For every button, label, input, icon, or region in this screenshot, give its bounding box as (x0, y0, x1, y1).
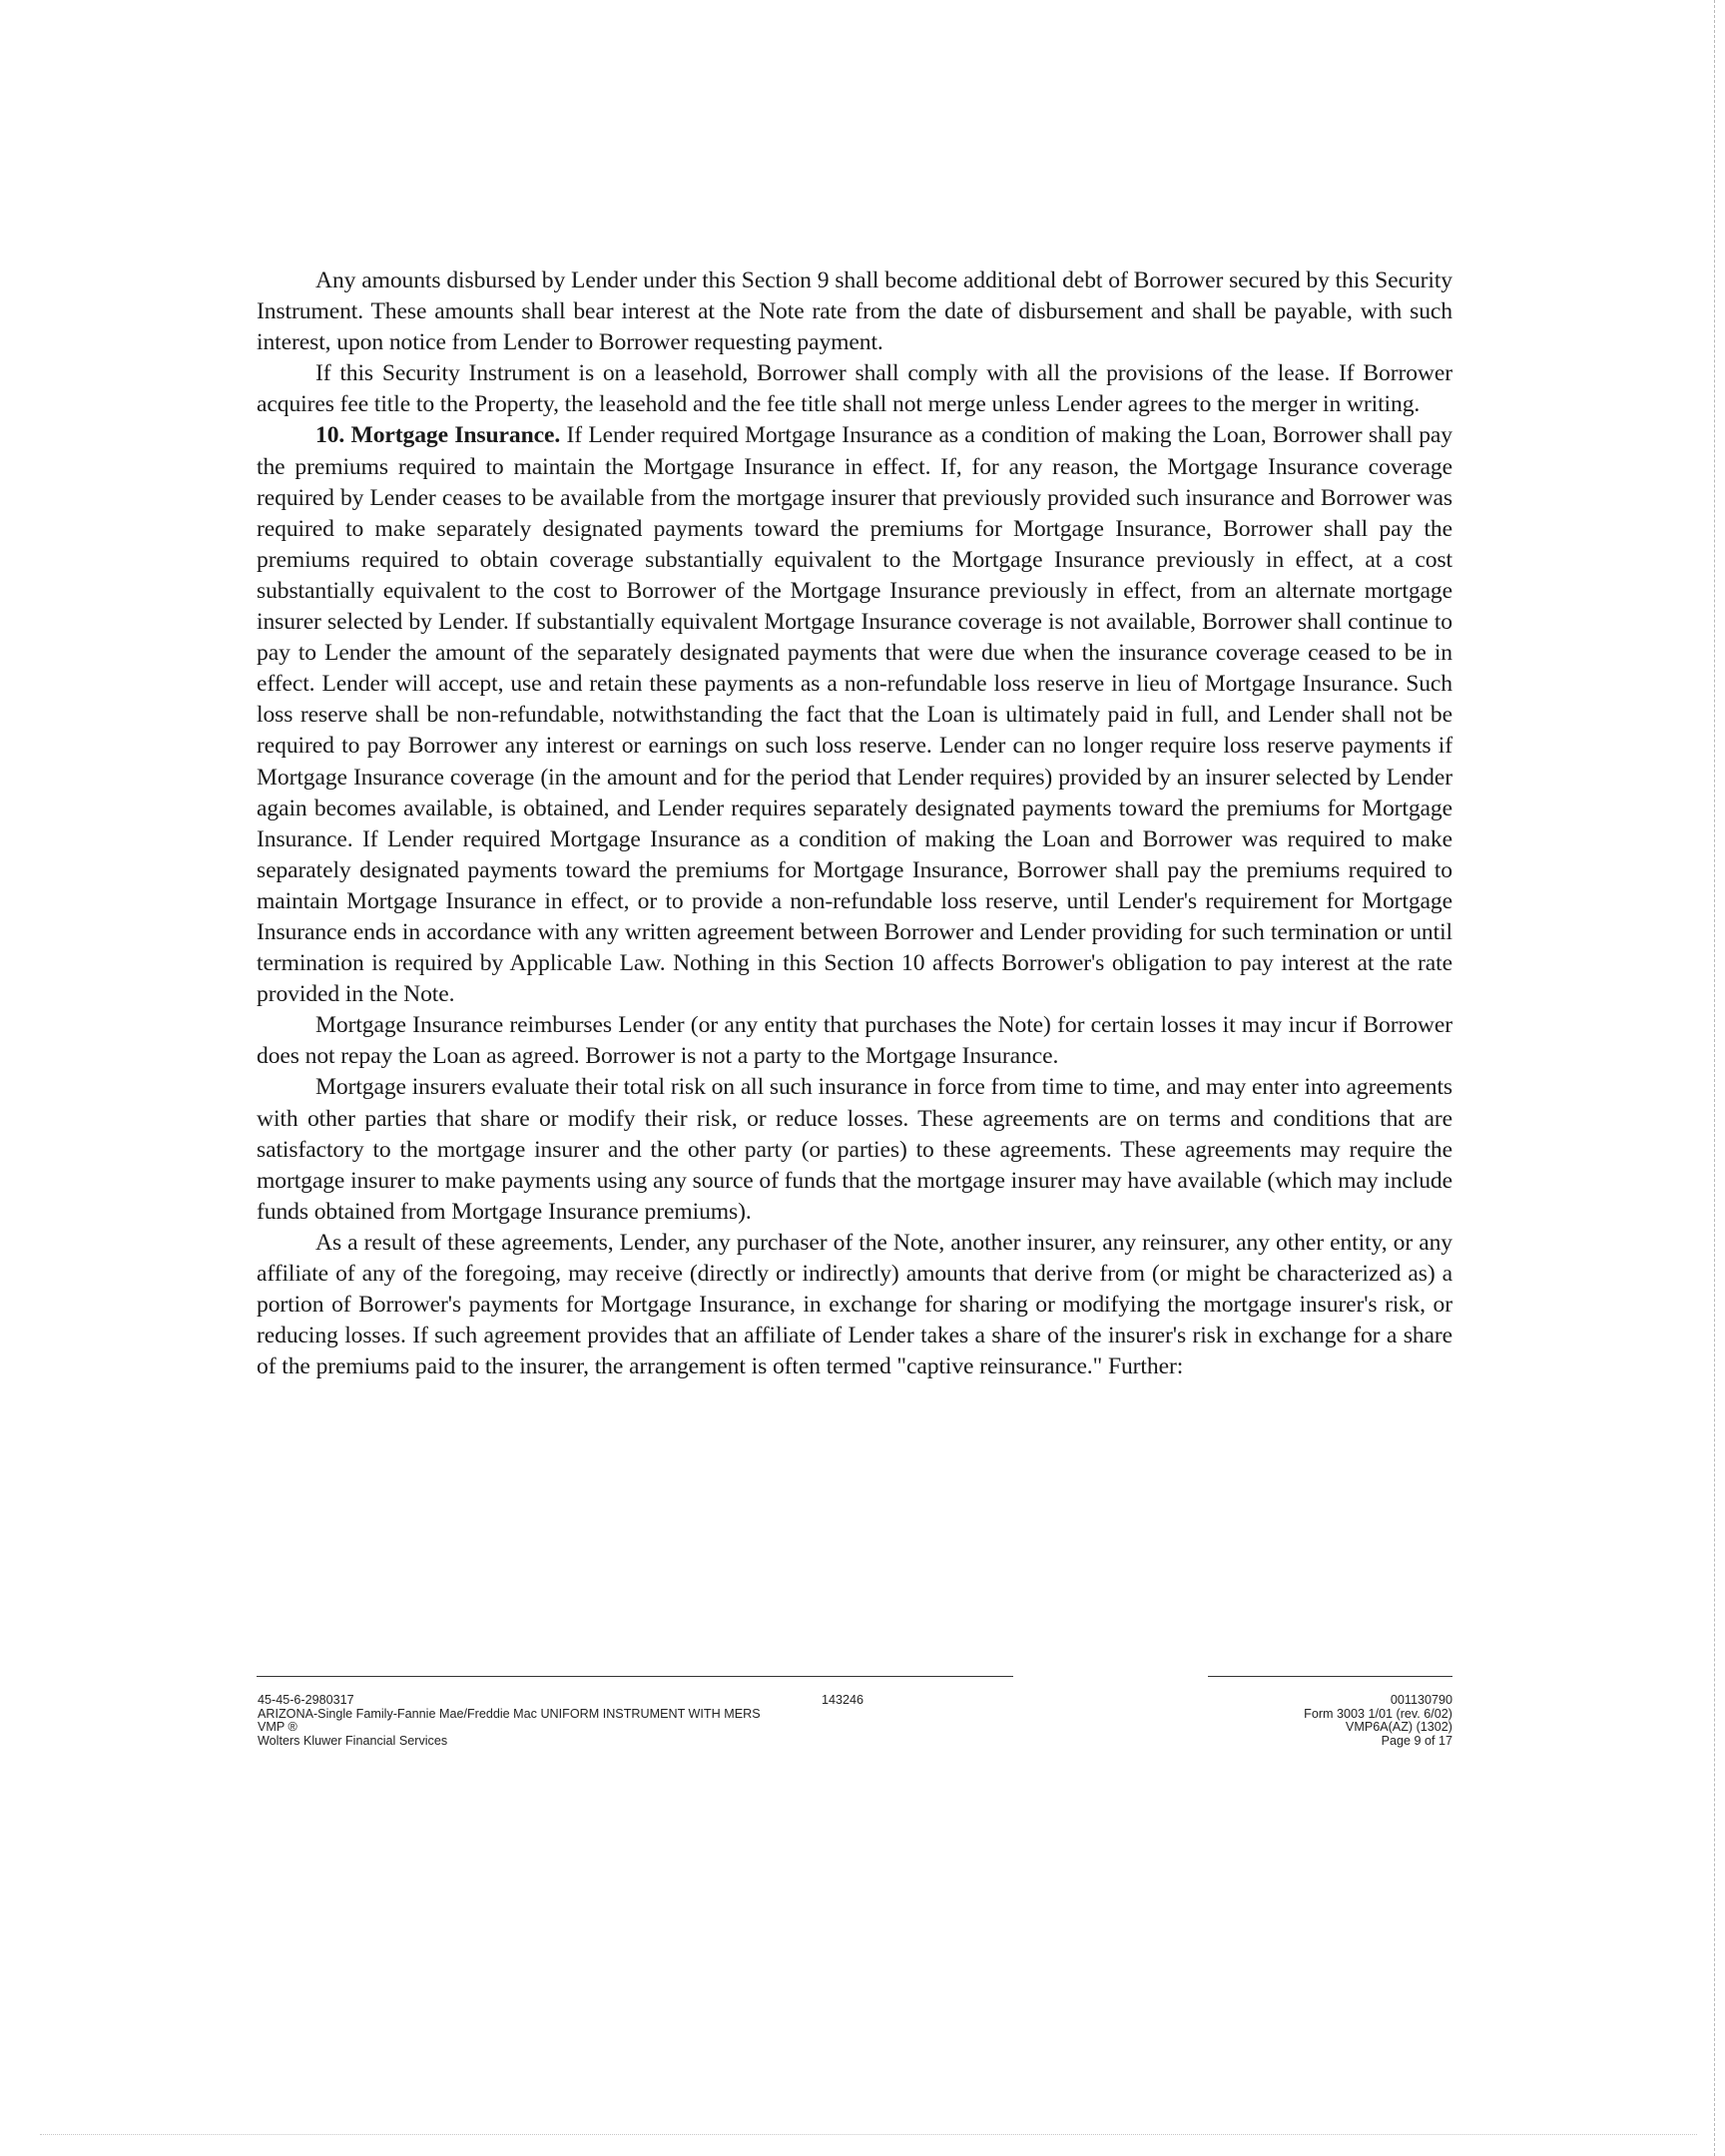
paragraph-text: Mortgage insurers evaluate their total risk on all such insurance in force from time to time, and may enter into agreements with other parties that share or modify their risk, or reduce losses. These agreements are on terms and conditions that are satisfactory to the mortgage insurer and the other party (or parties) to these agreements. These agreements may require the mortgage insurer to make payments using any source of funds that the mortgage insurer may have available (which may include funds obtained from Mortgage Insurance premiums). (257, 1074, 1452, 1225)
footer-ref-row (258, 1694, 956, 1708)
vmp-mark: VMP ® (258, 1720, 297, 1735)
footer-rule-left (257, 1676, 1013, 1677)
paragraph-leasehold (257, 358, 1452, 420)
paragraph-text: If this Security Instrument is on a leasehold, Borrower shall comply with all the provisions of the lease. If Borrower acquires fee title to the Property, the leasehold and the fee title shall not merge unless Lender agrees to the merger in writing. (257, 360, 1452, 418)
paragraph-section-10-mortgage-insurance (257, 420, 1452, 1010)
vmp-code: VMP6A(AZ) (1302) (1345, 1720, 1452, 1735)
footer-right (1193, 1694, 1452, 1748)
form-title: ARIZONA-Single Family-Fannie Mae/Freddie Mac UNIFORM INSTRUMENT WITH MERS (258, 1706, 761, 1721)
paragraph-text: As a result of these agreements, Lender, any purchaser of the Note, another insurer, any reinsurer, any other entity, or any affiliate of any of the foregoing, may receive (directly or indirectly) amounts that derive from (or might be characterized as) a portion of Borrower's payments for Mortgage Insurance, in exchange for sharing or modifying the mortgage insurer's risk, or reducing losses. If such agreement provides that an affiliate of Lender takes a share of the insurer's risk in exchange for a share of the premiums paid to the insurer, the arrangement is often termed "captive reinsurance." Further: (257, 1229, 1452, 1380)
section-heading: 10. Mortgage Insurance. (315, 422, 561, 449)
publisher: Wolters Kluwer Financial Services (258, 1733, 448, 1748)
paragraph-mi-insurers-risk (257, 1072, 1452, 1227)
footer-left (258, 1694, 956, 1748)
paragraph-mi-reimburses (257, 1010, 1452, 1072)
paragraph-text: Any amounts disbursed by Lender under this Section 9 shall become additional debt of Borrower secured by this Security Instrument. These amounts shall bear interest at the Note rate from the date of disbursement and shall be payable, with such interest, upon notice from Lender to Borrower requesting payment. (257, 268, 1452, 356)
form-number: Form 3003 1/01 (rev. 6/02) (1304, 1706, 1452, 1721)
page-number: Page 9 of 17 (1381, 1733, 1452, 1748)
scan-artifacts (40, 2134, 1697, 2135)
paragraph-text: Mortgage Insurance reimburses Lender (or any entity that purchases the Note) for certain losses it may incur if Borrower does not repay the Loan as agreed. Borrower is not a party to the Mortgage Insurance. (257, 1012, 1452, 1070)
document-body (257, 266, 1452, 1382)
paragraph-text: If Lender required Mortgage Insurance as a condition of making the Loan, Borrower shall pay the premiums required to maintain the Mortgage Insurance in effect. If, for any reason, the Mortgage Insurance coverage required by Lender ceases to be available from the mortgage insurer that previously provided such insurance and Borrower was required to make separately designated payments toward the premiums for Mortgage Insurance, Borrower shall pay the premiums required to obtain coverage substantially equivalent to the Mortgage Insurance previously in effect, at a cost substantially equivalent to the cost to Borrower of the Mortgage Insurance previously in effect, from an alternate mortgage insurer selected by Lender. If substantially equivalent Mortgage Insurance coverage is not available, Borrower shall continue to pay to Lender the amount of the separately designated payments that were due when the insurance coverage ceased to be in effect. Lender will accept, use and retain these payments as a non-refundable loss reserve in lieu of Mortgage Insurance. Such loss reserve shall be non-refundable, notwithstanding the fact that the Loan is ultimately paid in full, and Lender shall not be required to pay Borrower any interest or earnings on such loss reserve. Lender can no longer require loss reserve payments if Mortgage Insurance coverage (in the amount and for the period that Lender requires) provided by an insurer selected by Lender again becomes available, is obtained, and Lender requires separately designated payments toward the premiums for Mortgage Insurance. If Lender required Mortgage Insurance as a condition of making the Loan and Borrower was required to make separately designated payments toward the premiums for Mortgage Insurance, Borrower shall pay the premiums required to maintain Mortgage Insurance in effect, or to provide a non-refundable loss reserve, until Lender's requirement for Mortgage Insurance ends in accordance with any written agreement between Borrower and Lender providing for such termination or until termination is required by Applicable Law. Nothing in this Section 10 affects Borrower's obligation to pay interest at the rate provided in the Note. (257, 422, 1452, 1008)
paragraph-captive-reinsurance (257, 1228, 1452, 1382)
paragraph-section-9-disbursements (257, 266, 1452, 358)
document-number: 001130790 (1390, 1693, 1452, 1707)
document-code: 143246 (822, 1693, 864, 1707)
page-edge (1714, 0, 1715, 2156)
loan-reference: 45-45-6-2980317 (258, 1693, 354, 1707)
footer-rule-right (1208, 1676, 1452, 1677)
